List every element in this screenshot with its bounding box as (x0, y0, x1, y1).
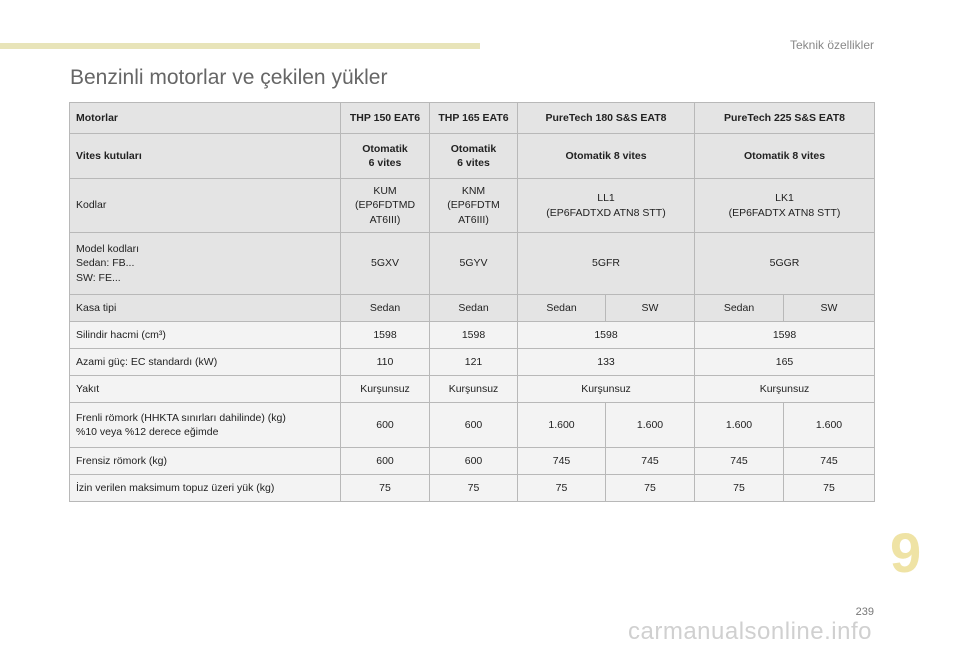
table-cell: Kurşunsuz (518, 376, 695, 403)
row-label: Vites kutuları (70, 134, 341, 179)
table-cell: KUM (EP6FDTMD AT6III) (341, 179, 430, 233)
section-label: Teknik özellikler (789, 38, 874, 52)
table-cell: 110 (341, 349, 430, 376)
table-row (70, 179, 875, 233)
table-cell: Kurşunsuz (695, 376, 875, 403)
table-cell: 75 (695, 475, 784, 502)
table-cell: Kurşunsuz (430, 376, 518, 403)
row-label: Model kodları Sedan: FB... SW: FE... (70, 233, 341, 295)
table-cell: 1.600 (606, 403, 695, 448)
table-cell: Otomatik 8 vites (695, 134, 875, 179)
table-row (70, 233, 875, 295)
row-label: Frenli römork (HHKTA sınırları dahilinde) (kg) %10 veya %12 derece eğimde (70, 403, 341, 448)
column-header: THP 165 EAT6 (430, 103, 518, 134)
table-cell: 745 (695, 448, 784, 475)
table-cell: Otomatik 6 vites (341, 134, 430, 179)
page-title: Benzinli motorlar ve çekilen yükler (70, 66, 388, 89)
table-cell: Sedan (430, 295, 518, 322)
table-cell: 5GXV (341, 233, 430, 295)
table-cell: SW (606, 295, 695, 322)
table-cell: 600 (430, 448, 518, 475)
watermark: carmanualsonline.info (628, 618, 872, 645)
page-number: 239 (855, 606, 874, 618)
row-label: Azami güç: EC standardı (kW) (70, 349, 341, 376)
row-label: Yakıt (70, 376, 341, 403)
table-cell: 745 (784, 448, 875, 475)
table-cell: 75 (606, 475, 695, 502)
table-cell: 745 (606, 448, 695, 475)
table-row (70, 448, 875, 475)
table-cell: 1.600 (518, 403, 606, 448)
row-label: Kasa tipi (70, 295, 341, 322)
table-cell: 75 (341, 475, 430, 502)
table-cell: Otomatik 8 vites (518, 134, 695, 179)
table-cell: 745 (518, 448, 606, 475)
table-cell: 5GGR (695, 233, 875, 295)
table-cell: Kurşunsuz (341, 376, 430, 403)
column-header: PureTech 180 S&S EAT8 (518, 103, 695, 134)
header-accent-bar (0, 43, 480, 49)
table-cell: 1598 (341, 322, 430, 349)
table-cell: Sedan (341, 295, 430, 322)
chapter-number: 9 (890, 521, 922, 584)
table-row (70, 475, 875, 502)
table-cell: 5GYV (430, 233, 518, 295)
table-row (70, 134, 875, 179)
row-label: Kodlar (70, 179, 341, 233)
table-cell: 600 (341, 448, 430, 475)
table-cell: 600 (341, 403, 430, 448)
row-label: İzin verilen maksimum topuz üzeri yük (kg) (70, 475, 341, 502)
table-header-row (70, 103, 875, 134)
column-header: THP 150 EAT6 (341, 103, 430, 134)
row-label: Silindir hacmi (cm³) (70, 322, 341, 349)
table-row (70, 295, 875, 322)
table-row (70, 322, 875, 349)
table-cell: LL1 (EP6FADTXD ATN8 STT) (518, 179, 695, 233)
table-cell: KNM (EP6FDTM AT6III) (430, 179, 518, 233)
table-cell: 1.600 (784, 403, 875, 448)
engine-spec-table (69, 102, 875, 502)
table-cell: Sedan (518, 295, 606, 322)
table-cell: 133 (518, 349, 695, 376)
table-cell: Sedan (695, 295, 784, 322)
table-row (70, 349, 875, 376)
table-cell: 1598 (695, 322, 875, 349)
row-label: Frensiz römork (kg) (70, 448, 341, 475)
table-cell: LK1 (EP6FADTX ATN8 STT) (695, 179, 875, 233)
table-cell: 1.600 (695, 403, 784, 448)
table-cell: 121 (430, 349, 518, 376)
table-row (70, 403, 875, 448)
table-cell: 75 (784, 475, 875, 502)
table-cell: 5GFR (518, 233, 695, 295)
table-cell: 1598 (518, 322, 695, 349)
table-cell: 165 (695, 349, 875, 376)
table-cell: 600 (430, 403, 518, 448)
table-cell: 1598 (430, 322, 518, 349)
table-cell: 75 (430, 475, 518, 502)
table-cell: 75 (518, 475, 606, 502)
table-row (70, 376, 875, 403)
column-header: PureTech 225 S&S EAT8 (695, 103, 875, 134)
row-label: Motorlar (70, 103, 341, 134)
table-cell: Otomatik 6 vites (430, 134, 518, 179)
table-cell: SW (784, 295, 875, 322)
